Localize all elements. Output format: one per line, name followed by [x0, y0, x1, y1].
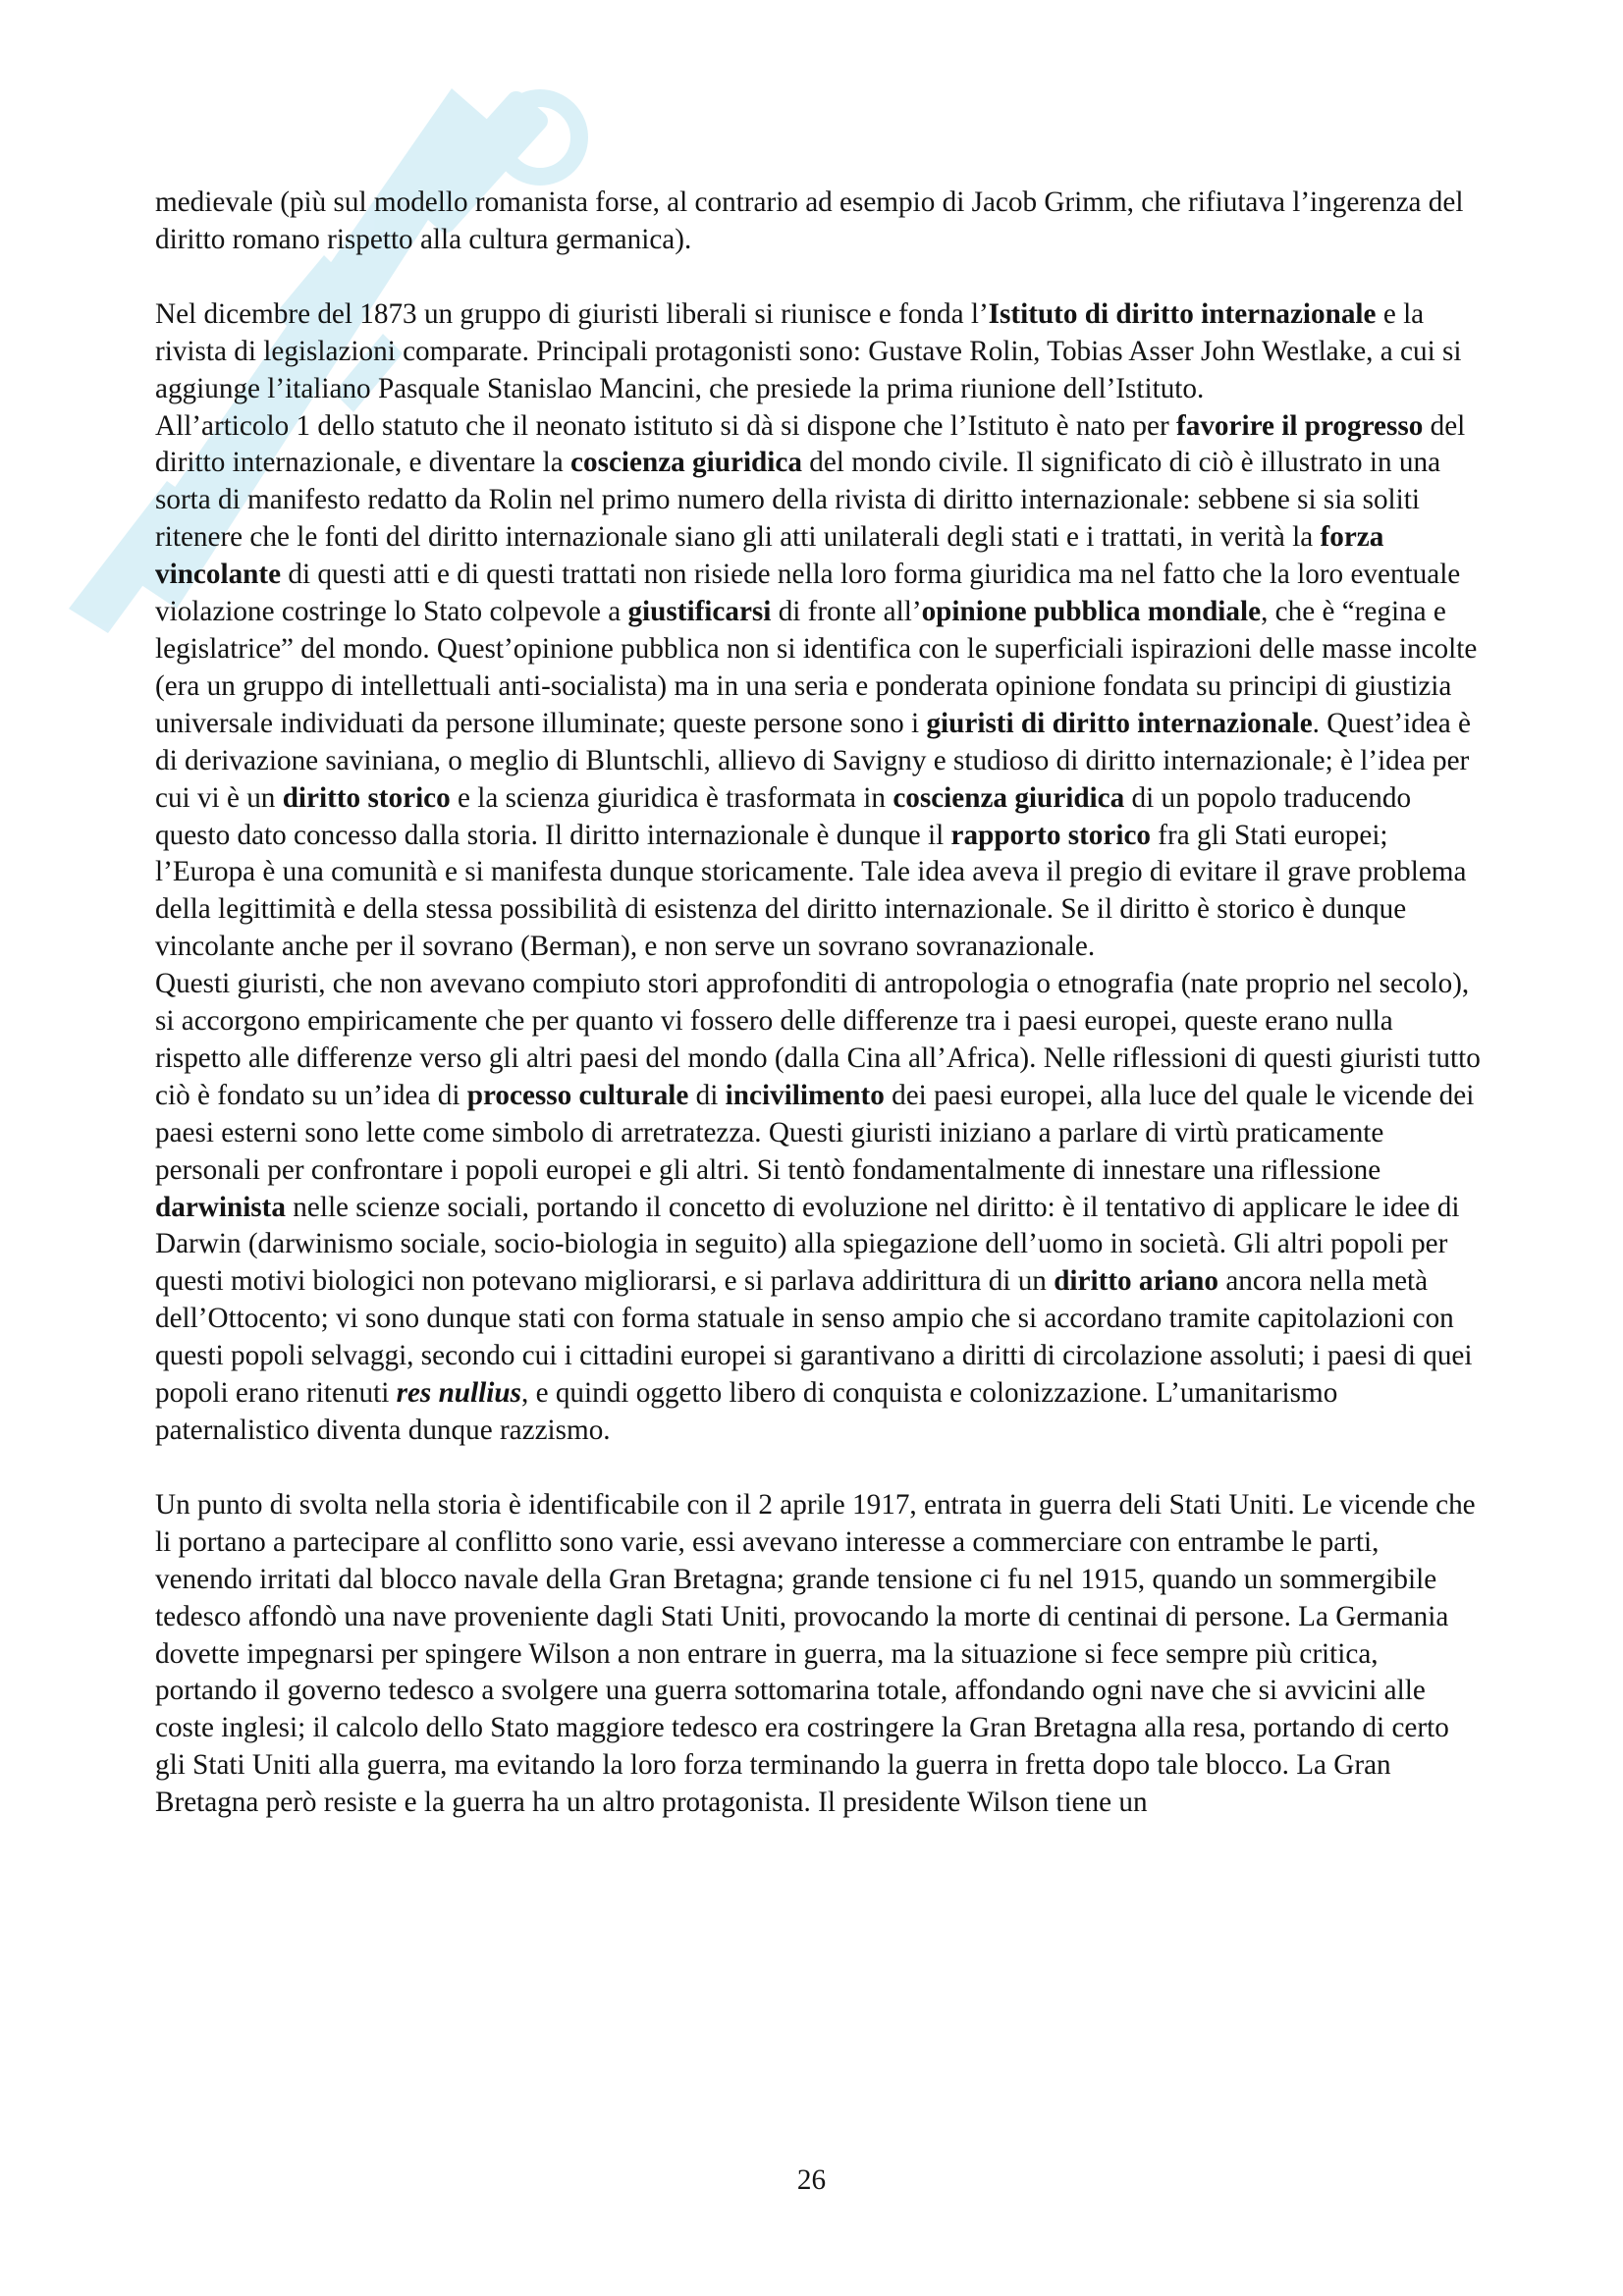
document-body — [155, 185, 1481, 1822]
paragraph-svolta — [155, 1487, 1481, 1822]
body-text: Un punto di svolta nella storia è identificabile con il 2 aprile 1917, entrata in guerra deli Stati Uniti. Le vicende che li portano a partecipare al conflitto sono varie, essi avevano interesse a commerciare con entrambe le parti, venendo irritati dal blocco navale della Gran Bretagna; grande tensione ci fu nel 1915, quando un sommergibile tedesco affondò una nave proveniente dagli Stati Uniti, provocando la morte di centinai di persone. La Germania dovette impegnarsi per spingere Wilson a non entrare in guerra, ma la situazione si fece sempre più critica, portando il governo tedesco a svolgere una guerra sottomarina totale, affondando ogni nave che si avvicini alle coste inglesi; il calcolo dello Stato maggiore tedesco era costringere la Gran Bretagna alla resa, portando di certo gli Stati Uniti alla guerra, ma evitando la loro forza terminando la guerra in fretta dopo tale blocco. La Gran Bretagna però resiste e la guerra ha un altro protagonista. Il presidente Wilson tiene un — [155, 1488, 1476, 1819]
body-text: fra gli Stati europei; l’Europa è una comunità e si manifesta dunque storicamente. Tale idea aveva il pregio di evitare il grave problema della legittimità e della stessa possibilità di esistenza del diritto internazionale. Se il diritto è storico è dunque vincolante anche per il sovrano (Berman), e non serve un sovrano sovranazionale. — [155, 819, 1467, 963]
body-text: del diritto internazionale, e diventare la — [155, 409, 1466, 479]
paragraph-giuristi — [155, 966, 1481, 1450]
emphasis-text: forza vincolante — [155, 521, 1384, 591]
body-text: Questi giuristi, che non avevano compiuto stori approfonditi di antropologia o etnografia (nate proprio nel secolo), si accorgono empiricamente che per quanto vi fossero delle differenze tra i paesi europei, queste erano nulla rispetto alle differenze verso gli altri paesi del mondo (dalla Cina all’Africa). Nelle riflessioni di questi giuristi tutto ciò è fondato su un’idea di — [155, 968, 1481, 1111]
emphasis-text: incivilimento — [725, 1079, 885, 1111]
body-text: ancora nella metà dell’Ottocento; vi sono dunque stati con forma statuale in senso ampio che si accordano tramite capitolazioni con questi popoli selvaggi, secondo cui i cittadini europei si garantivano a diritti di circolazione assoluti; i paesi di quei popoli erano ritenuti — [155, 1265, 1473, 1410]
emphasis-text: favorire il progresso — [1176, 409, 1424, 442]
paragraph-gap — [155, 259, 1481, 296]
emphasis-text: diritto ariano — [1054, 1265, 1219, 1298]
emphasis-text: opinione pubblica mondiale — [921, 596, 1262, 628]
emphasis-text: res nullius — [396, 1377, 521, 1410]
body-text: di un popolo traducendo questo dato concesso dalla storia. Il diritto internazionale è dunque il — [155, 781, 1412, 851]
page-number: 26 — [796, 2164, 827, 2196]
body-text: , che è “regina e legislatrice” del mondo. Quest’opinione pubblica non si identifica con le superficiali ispirazioni delle masse incolte (era un gruppo di intellettuali anti-socialista) ma in una seria e ponderata opinione fondata su principi di giustizia universale individuati da persone illuminate; queste persone sono i — [155, 596, 1478, 739]
body-text: e la rivista di legislazioni comparate. Principali protagonisti sono: Gustave Rolin, Tobias Asser John Westlake, a cui si aggiunge l’italiano Pasquale Stanislao Mancini, che presiede la prima riunione dell’Istituto. — [155, 297, 1462, 404]
emphasis-text: darwinista — [155, 1191, 286, 1223]
paragraph-intro — [155, 185, 1481, 259]
paragraph-statuto — [155, 408, 1481, 967]
body-text: e la scienza giuridica è trasformata in — [450, 781, 893, 814]
body-text: , e quindi oggetto libero di conquista e colonizzazione. L’umanitarismo paternalistico diventa dunque razzismo. — [155, 1377, 1338, 1446]
emphasis-text: giustificarsi — [627, 596, 772, 628]
emphasis-text: diritto storico — [282, 781, 451, 814]
paragraph-gap — [155, 1450, 1481, 1487]
body-text: di — [688, 1079, 726, 1111]
body-text: . Quest’idea è di derivazione saviniana, o meglio di Bluntschli, allievo di Savigny e studioso di diritto internazionale; è l’idea per cui vi è un — [155, 707, 1471, 814]
body-text: di questi atti e di questi trattati non risiede nella loro forma giuridica ma nel fatto che la loro eventuale violazione costringe lo Stato colpevole a — [155, 559, 1461, 628]
emphasis-text: processo culturale — [466, 1079, 689, 1111]
emphasis-text: coscienza giuridica — [570, 447, 802, 479]
paragraph-istituto — [155, 296, 1481, 408]
body-text: Nel dicembre del 1873 un gruppo di giuristi liberali si riunisce e fonda l’ — [155, 297, 989, 330]
emphasis-text: coscienza giuridica — [893, 781, 1125, 814]
emphasis-text: Istituto di diritto internazionale — [988, 297, 1377, 330]
body-text: dei paesi europei, alla luce del quale le vicende dei paesi esterni sono lette come simbolo di arretratezza. Questi giuristi iniziano a parlare di virtù praticamente personali per confrontare i popoli europei e gli altri. Si tentò fondamentalmente di innestare una riflessione — [155, 1079, 1475, 1186]
emphasis-text: rapporto storico — [950, 819, 1151, 851]
emphasis-text: giuristi di diritto internazionale — [926, 707, 1313, 739]
body-text: All’articolo 1 dello statuto che il neonato istituto si dà si dispone che l’Istituto è nato per — [155, 409, 1176, 442]
body-text: del mondo civile. Il significato di ciò è illustrato in una sorta di manifesto redatto da Rolin nel primo numero della rivista di diritto internazionale: sebbene si sia soliti ritenere che le fonti del diritto internazionale siano gli atti unilaterali degli stati e i trattati, in verità la — [155, 447, 1441, 554]
body-text: di fronte all’ — [771, 596, 922, 628]
body-text: nelle scienze sociali, portando il concetto di evoluzione nel diritto: è il tentativo di applicare le idee di Darwin (darwinismo sociale, socio-biologia in seguito) alla spiegazione dell’uomo in società. Gli altri popoli per questi motivi biologici non potevano migliorarsi, e si parlava addirittura di un — [155, 1191, 1460, 1298]
body-text: medievale (più sul modello romanista forse, al contrario ad esempio di Jacob Grimm, che rifiutava l’ingerenza del diritto romano rispetto alla cultura germanica). — [155, 187, 1464, 255]
